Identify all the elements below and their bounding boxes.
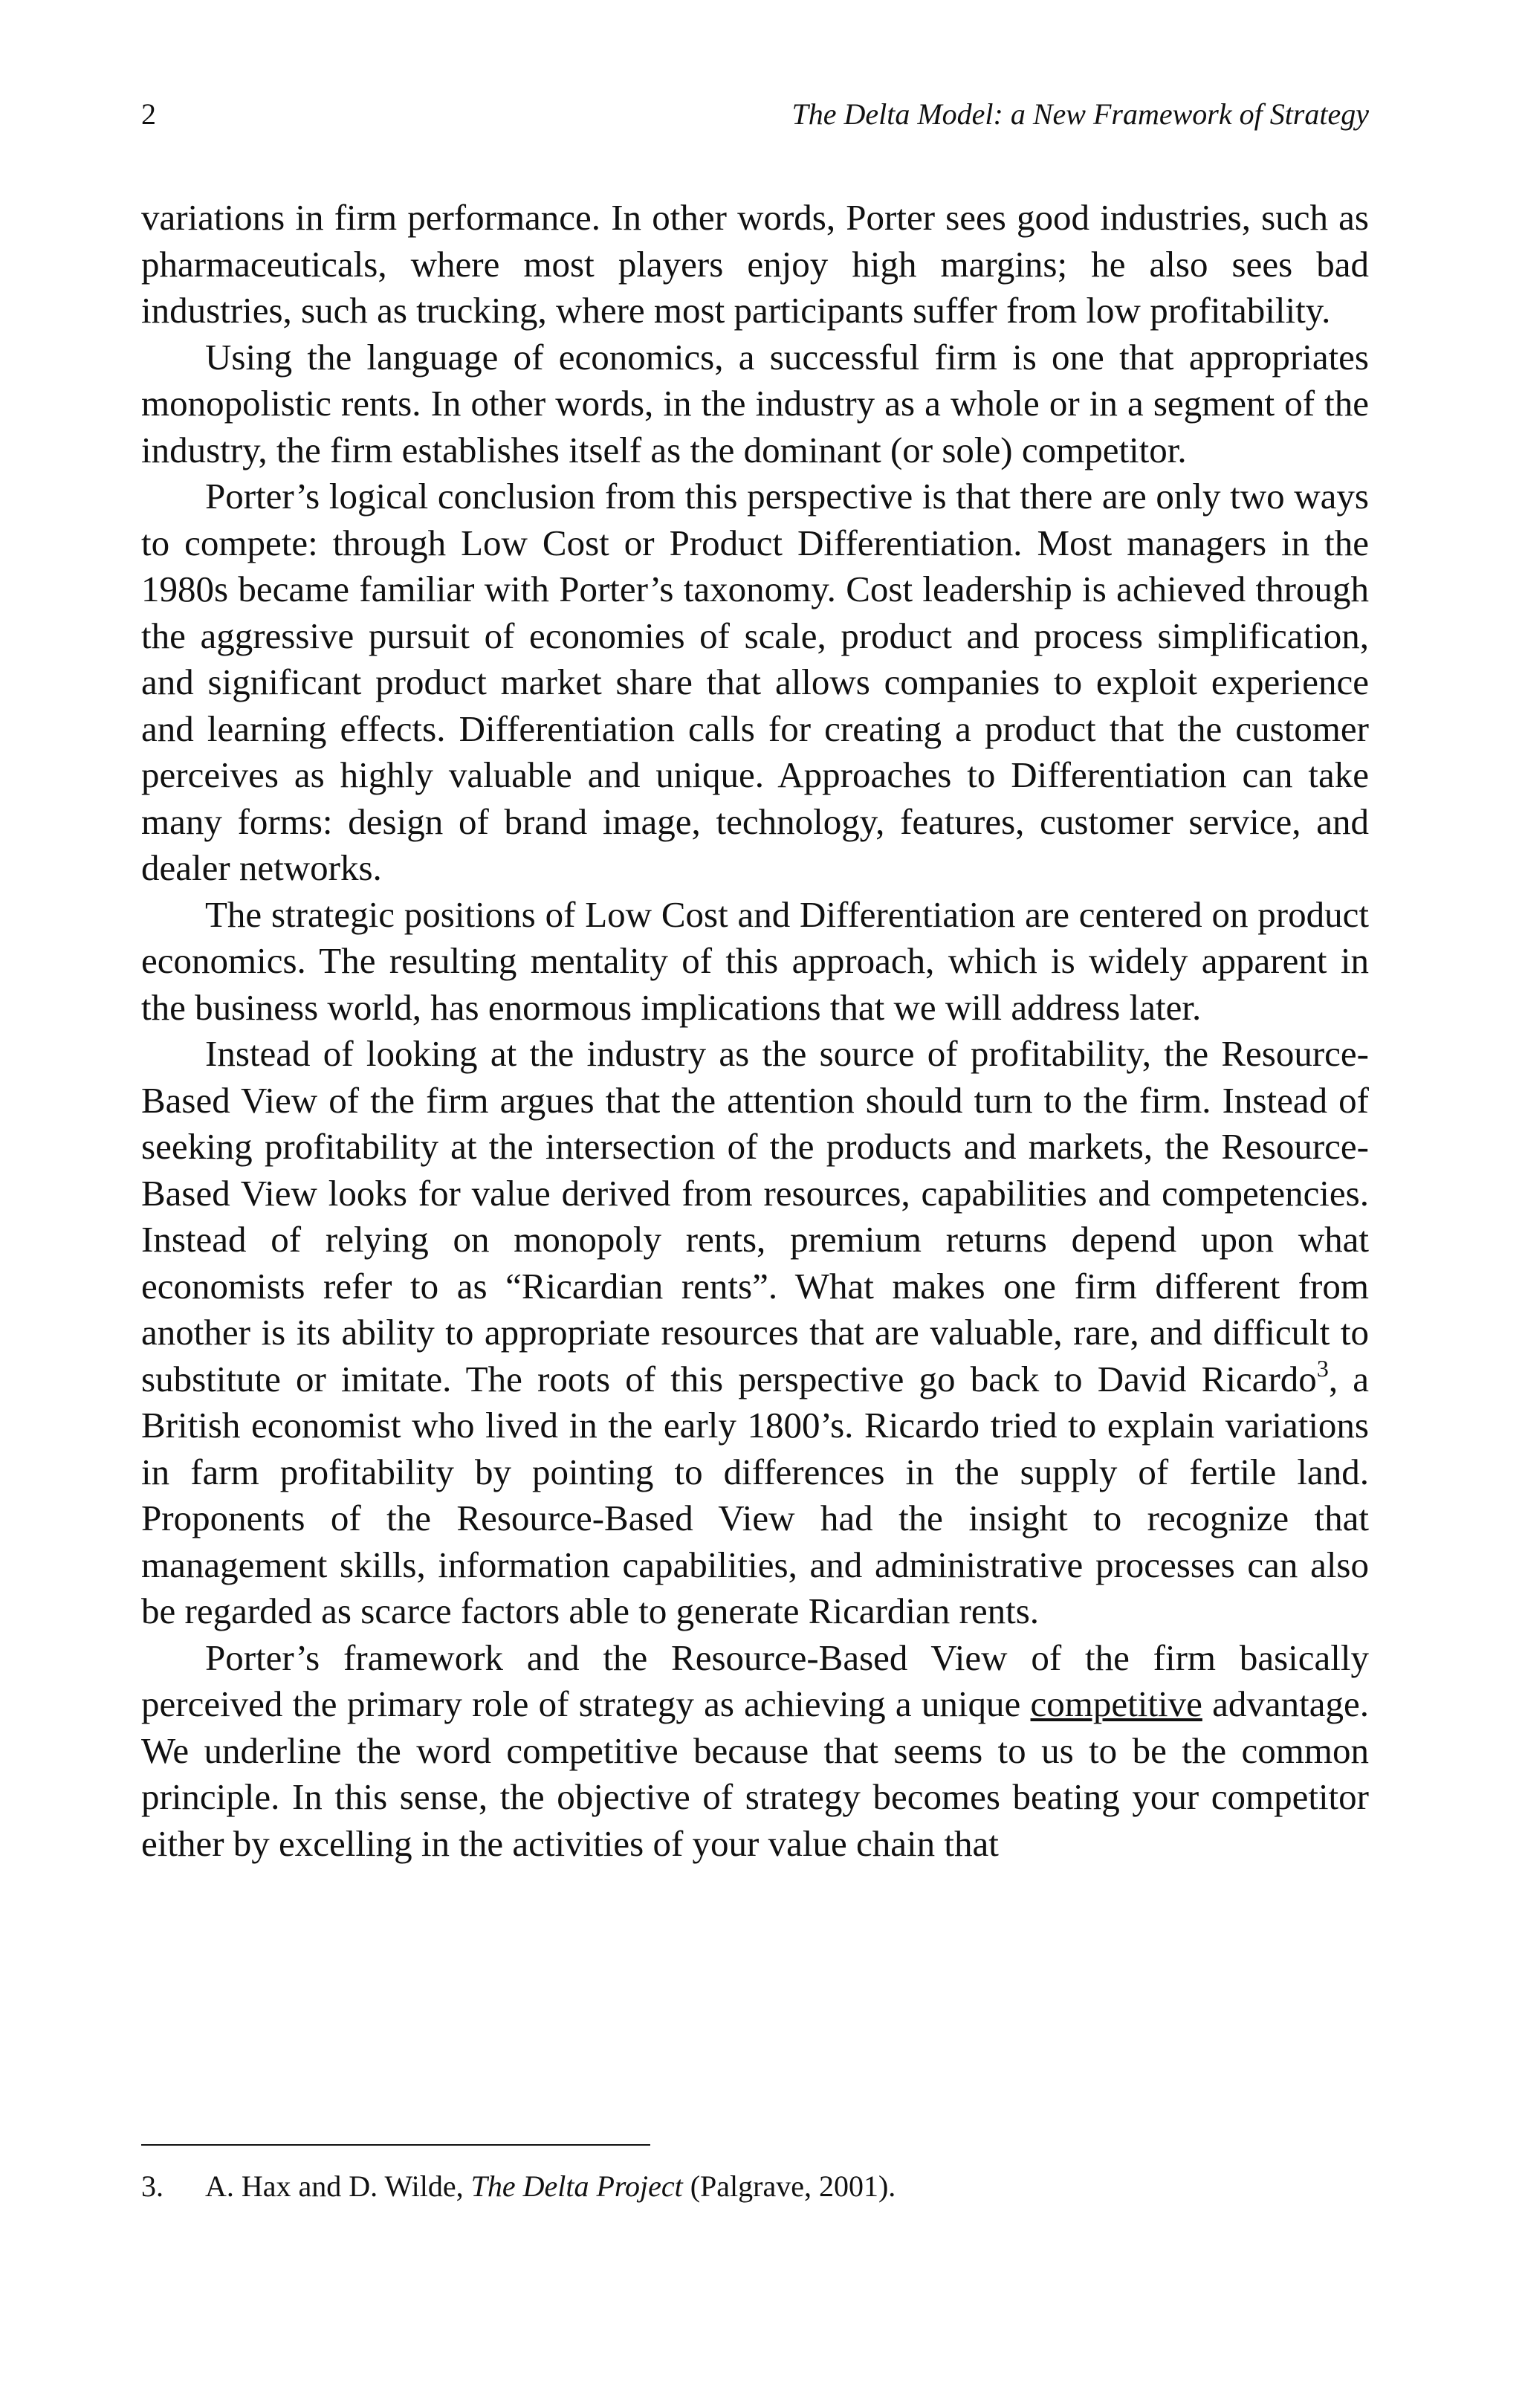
- footnote: [141, 2164, 1369, 2209]
- paragraph-3: Porter’s logical conclusion from this perspective is that there are only two ways to compete: through Low Cost or Product Differentiation. Most managers in the 1980s became familiar with Porter’s taxonomy. Cost leadership is achieved through the aggressive pursuit of economies of scale, product and process simplification, and significant product market share that allows companies to exploit experience and learning effects. Differentiation calls for creating a product that the customer perceives as highly valuable and unique. Approaches to Differentiation can take many forms: design of brand image, technology, features, customer service, and dealer networks.: [141, 476, 1369, 888]
- paragraph-6-text-after-underline: advantage. We underline the word competitive because that seems to us to be the common principle. In this sense, the objective of strategy becomes beating your competitor either by excelling in the activities of your value chain that: [141, 1683, 1369, 1864]
- underlined-word: competitive: [1030, 1683, 1202, 1724]
- footnote-book-title: The Delta Project: [470, 2169, 683, 2203]
- footnote-number: 3.: [141, 2169, 163, 2203]
- footnote-divider: [141, 2144, 650, 2146]
- page-number: 2: [141, 97, 156, 131]
- paragraph-6-text-before-underline: Porter’s framework and the Resource-Based View of the firm basically perceived the primary role of strategy as achieving a unique: [141, 1637, 1369, 1724]
- paragraph-1: variations in firm performance. In other words, Porter sees good industries, such as pharmaceuticals, where most players enjoy high margins; he also sees bad industries, such as trucking, where most participants suffer from low profitability.: [141, 197, 1369, 331]
- paragraph-5-text-before-ref: Instead of looking at the industry as the source of profitability, the Resource-Based View of the firm argues that the attention should turn to the firm. Instead of seeking profitability at the intersection of the products and markets, the Resource-Based View looks for value derived from resources, capabilities and competencies. Instead of relying on monopoly rents, premium returns depend upon what economists refer to as “Ricardian rents”. What makes one firm different from another is its ability to appropriate resources that are valuable, rare, and difficult to substitute or imitate. The roots of this perspective go back to David Ricardo: [141, 1033, 1369, 1399]
- footnote-text-before-title: A. Hax and D. Wilde,: [205, 2169, 471, 2203]
- footnote-reference[interactable]: 3: [1316, 1354, 1329, 1382]
- running-title: The Delta Model: a New Framework of Strategy: [791, 97, 1369, 131]
- paragraph-5-text-after-ref: , a British economist who lived in the early 1800’s. Ricardo tried to explain variations in farm profitability by pointing to differences in the supply of fertile land. Proponents of the Resource-Based View had the insight to recognize that management skills, information capabilities, and administrative processes can also be regarded as scarce factors able to generate Ricardian rents.: [141, 1358, 1370, 1631]
- body-text: [141, 195, 1369, 1867]
- paragraph-6: [141, 1635, 1369, 1868]
- paragraph-5: [141, 1031, 1369, 1635]
- paragraph-4: The strategic positions of Low Cost and Differentiation are centered on product economics. The resulting mentality of this approach, which is widely apparent in the business world, has enormous implications that we will address later.: [141, 893, 1369, 1028]
- footnote-text-after-title: (Palgrave, 2001).: [682, 2169, 896, 2203]
- paragraph-2: Using the language of economics, a successful firm is one that appropriates monopolistic rents. In other words, in the industry as a whole or in a segment of the industry, the firm establishes itself as the dominant (or sole) competitor.: [141, 336, 1369, 470]
- running-header: [141, 92, 1369, 137]
